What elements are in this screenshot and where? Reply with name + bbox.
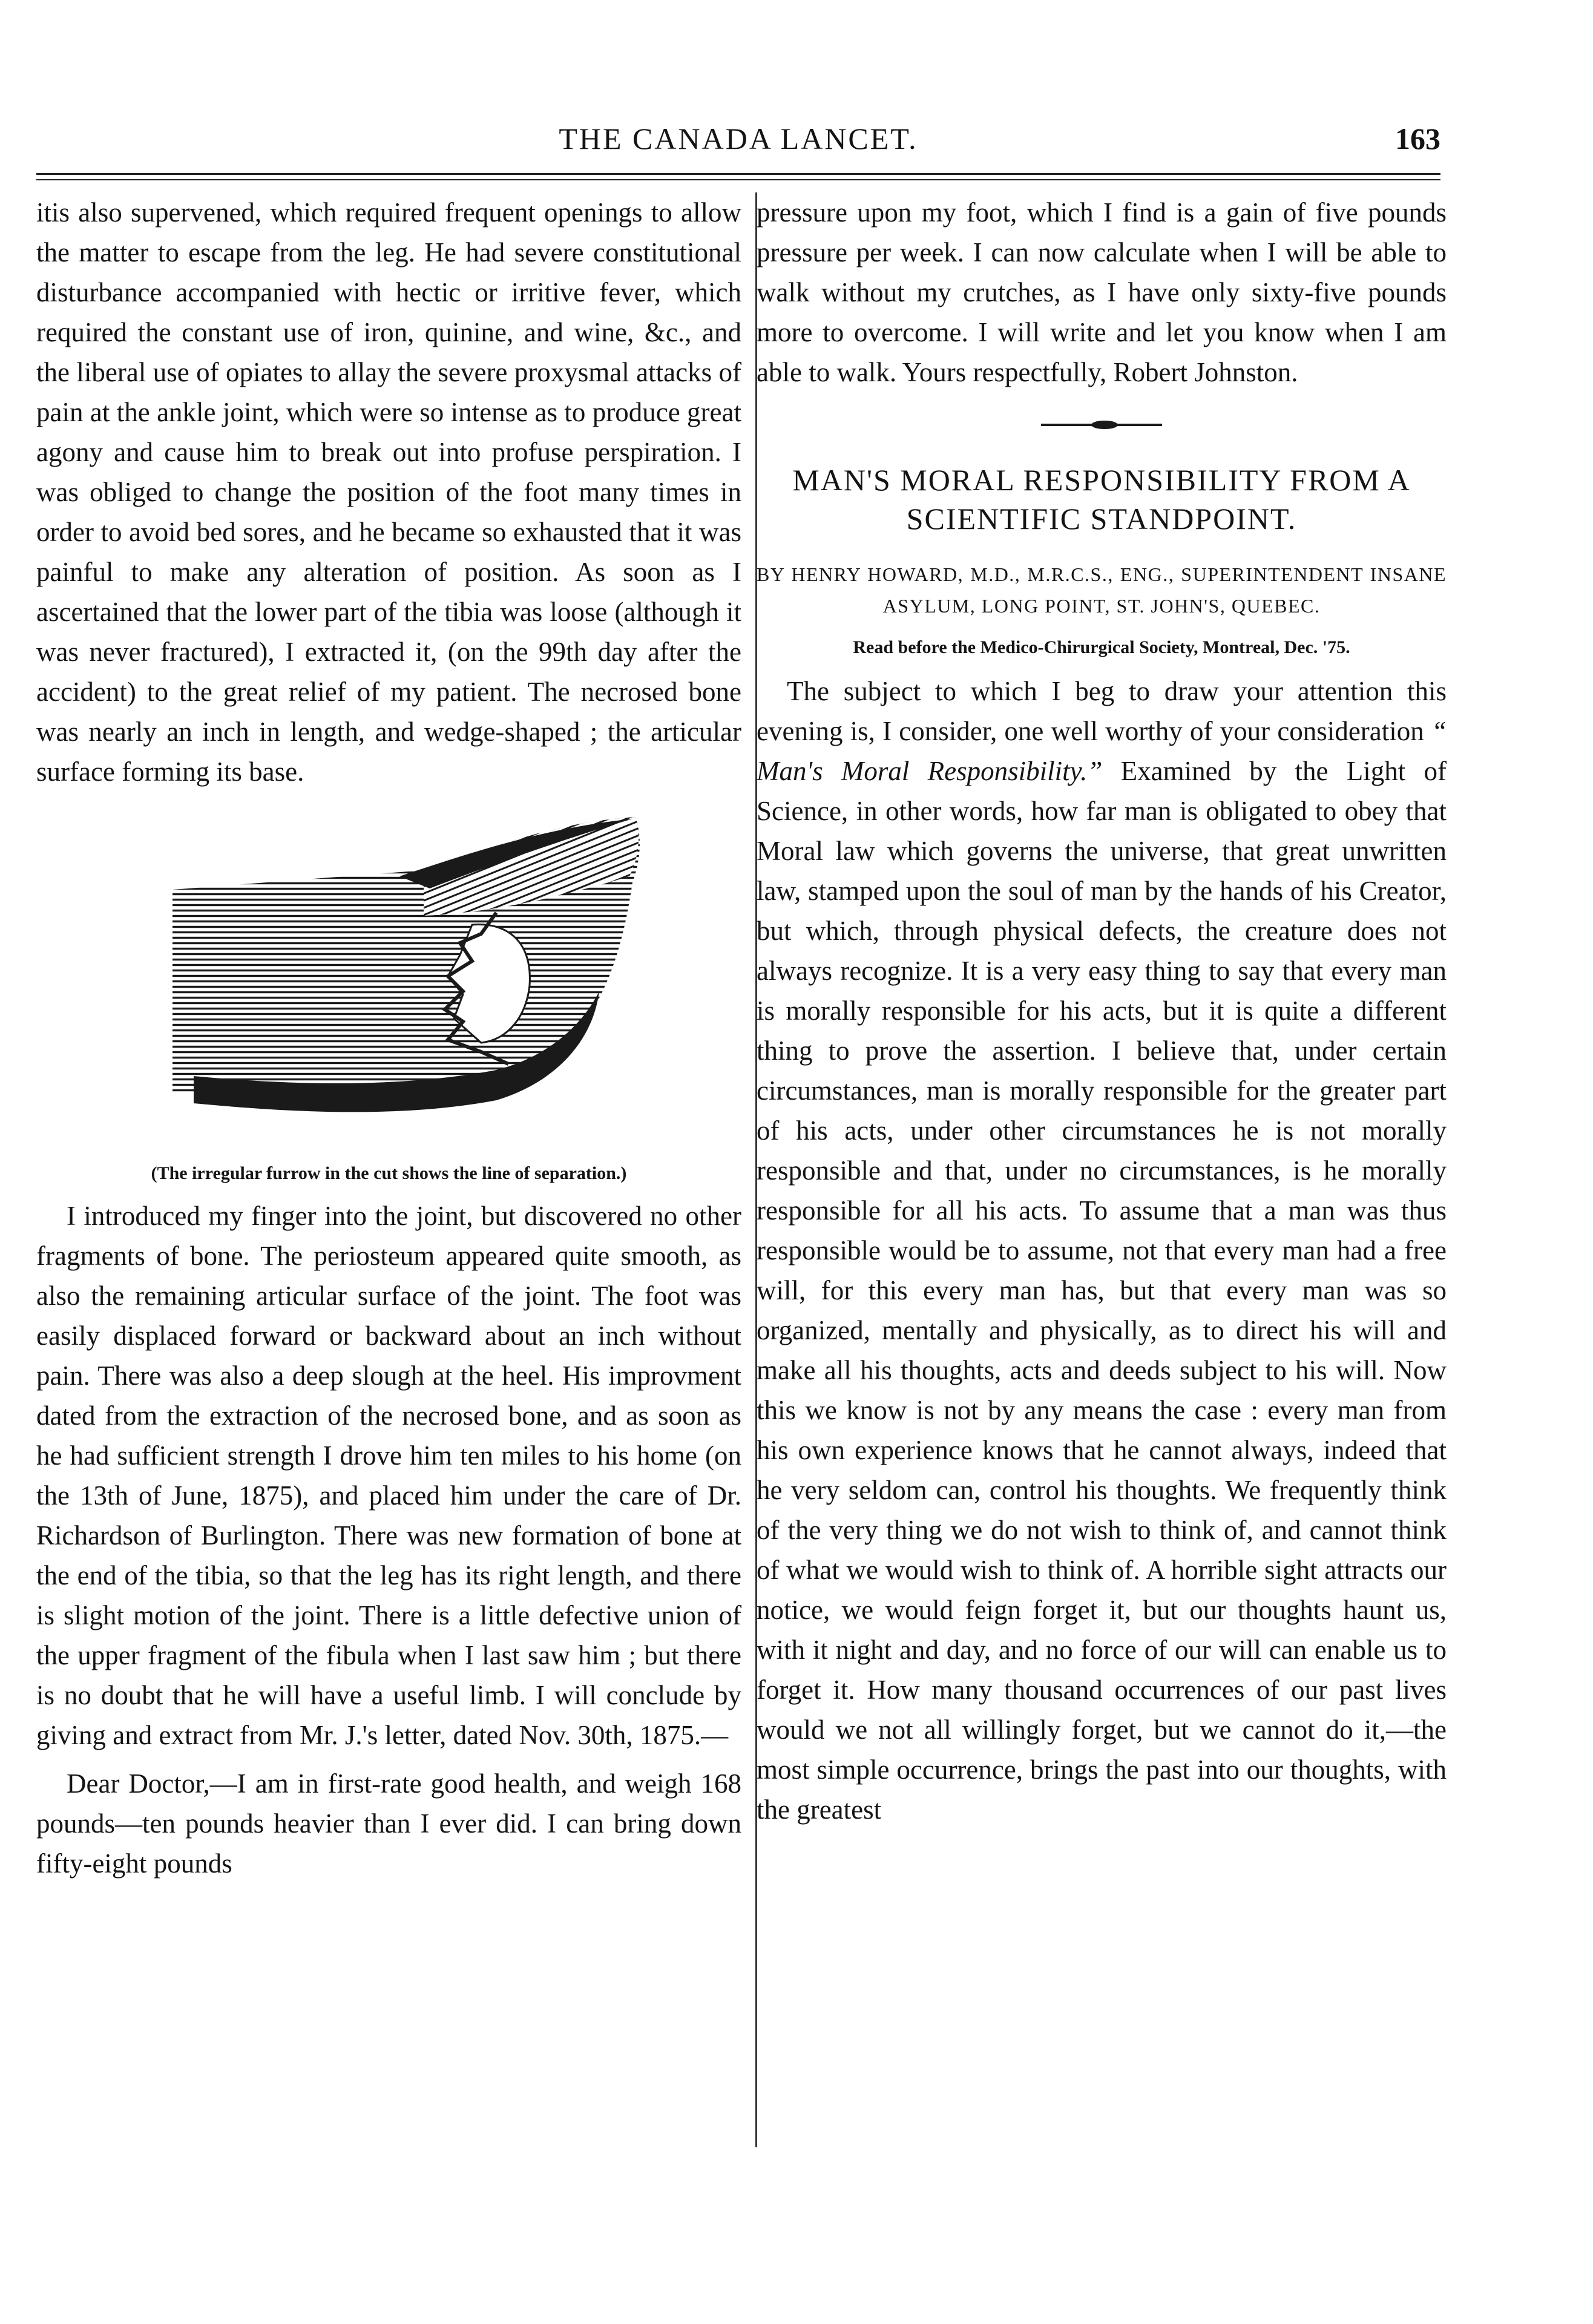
left-paragraph-3: Dear Doctor,—I am in first-rate good health, and weigh 168 pounds—ten pounds heavier than I ever did. I can bring down fifty-eight pounds xyxy=(36,1768,741,1879)
necrosed-bone-illustration xyxy=(36,810,741,1155)
paragraph-2-start: The subject to which I beg to draw your attention this evening is, I consider, one well worthy of your consideration xyxy=(757,676,1447,746)
left-paragraph-2: I introduced my finger into the joint, but discovered no other fragments of bone. The periosteum appeared quite smooth, as also the remaining articular surface of the joint. The foot was easily displaced forward or backward about an inch without pain. There was also a deep slough at the heel. His improvment dated from the extraction of the necrosed bone, and as soon as he had sufficient strength I drove him ten miles to his home (on the 13th of June, 1875), and placed him under the care of Dr. Richardson of Burlington. There was new formation of bone at the end of the tibia, so that the leg has its right length, and there is slight motion of the joint. There is a little defective union of the upper fragment of the fibula when I last saw him ; but there is no doubt that he will have a useful limb. I will conclude by giving and extract from Mr. J.'s letter, dated Nov. 30th, 1875.— xyxy=(36,1201,741,1750)
journal-title: THE CANADA LANCET. xyxy=(559,122,918,156)
header-rule-thin xyxy=(36,179,1440,180)
paragraph-2-emphasis: “ Man's Moral Responsibility.” xyxy=(757,716,1447,786)
left-paragraph-1: itis also supervened, which required frequent openings to allow the matter to escape from the leg. He had severe constitutional disturbance accompanied with hectic or irritive fever, which required the constant use of iron, quinine, and wine, &c., and the liberal use of opiates to allay the severe proxysmal attacks of pain at the ankle joint, which were so intense as to produce great agony and cause him to break out into profuse perspiration. I was obliged to change the position of the foot many times in order to avoid bed sores, and he became so exhausted that it was painful to make any alteration of position. As soon as I ascertained that the lower part of the tibia was loose (although it was never fractured), I extracted it, (on the 99th day after the accident) to the great relief of my patient. The necrosed bone was nearly an inch in length, and wedge-shaped ; the articular surface forming its base. xyxy=(36,197,741,787)
header-rule xyxy=(36,173,1440,175)
read-before-note: Read before the Medico-Chirurgical Society, Montreal, Dec. '75. xyxy=(853,637,1350,657)
figure-caption: (The irregular furrow in the cut shows the line of separation.) xyxy=(151,1163,627,1183)
bone-figure xyxy=(36,810,741,1155)
paragraph-2-rest: Examined by the Light of Science, in other words, how far man is obligated to obey that Moral law which governs the universe, that great unwritten law, stamped upon the soul of man by the hands of his Creator, but which, through physical defects, the creature does not always recognize. It is a very easy thing to say that every man is morally responsible for his acts, but it is quite a different thing to prove the assertion. I believe that, under certain circumstances, man is morally responsible for the greater part of his acts, under other circumstances he is not morally responsible and that, under no circumstances, is he morally responsible for all his acts. To assume that a man was thus responsible would be to assume, not that every man had a free will, for this every man has, but that every man was so organized, mentally and physically, as to direct his will and make all his thoughts, acts and deeds subject to his will. Now this we know is not by any means the case : every man from his own experience knows that he cannot always, indeed that he very seldom can, control his thoughts. We frequently think of the very thing we do not wish to think of, and cannot think of what we would wish to think of. A horrible sight attracts our notice, we would feign forget it, but our thoughts haunt us, with it night and day, and no force of our will can enable us to forget it. How many thousand occurrences of our past lives would we not all willingly forget, but we cannot do it,—the most simple occurrence, brings the past into our thoughts, with the greatest xyxy=(757,756,1447,1825)
right-paragraph-2 xyxy=(757,671,1447,1830)
right-paragraph-1: pressure upon my foot, which I find is a gain of five pounds pressure per week. I can now calculate when I will be able to walk without my crutches, as I have only sixty-five pounds more to overcome. I will write and let you know when I am able to walk. Yours respectfully, Robert Johnston. xyxy=(757,197,1447,387)
page-number: 163 xyxy=(1395,122,1440,156)
left-column xyxy=(36,192,741,1883)
article-title: MAN'S MORAL RESPONSIBILITY FROM A SCIENTIFIC STANDPOINT. xyxy=(792,463,1411,536)
section-ornament xyxy=(757,407,1447,443)
author-byline: BY HENRY HOWARD, M.D., M.R.C.S., ENG., SUPERINTENDENT INSANE ASYLUM, LONG POINT, ST. JOHN'S, QUEBEC. xyxy=(757,563,1447,617)
right-column xyxy=(757,192,1447,1830)
running-head xyxy=(36,121,1440,169)
